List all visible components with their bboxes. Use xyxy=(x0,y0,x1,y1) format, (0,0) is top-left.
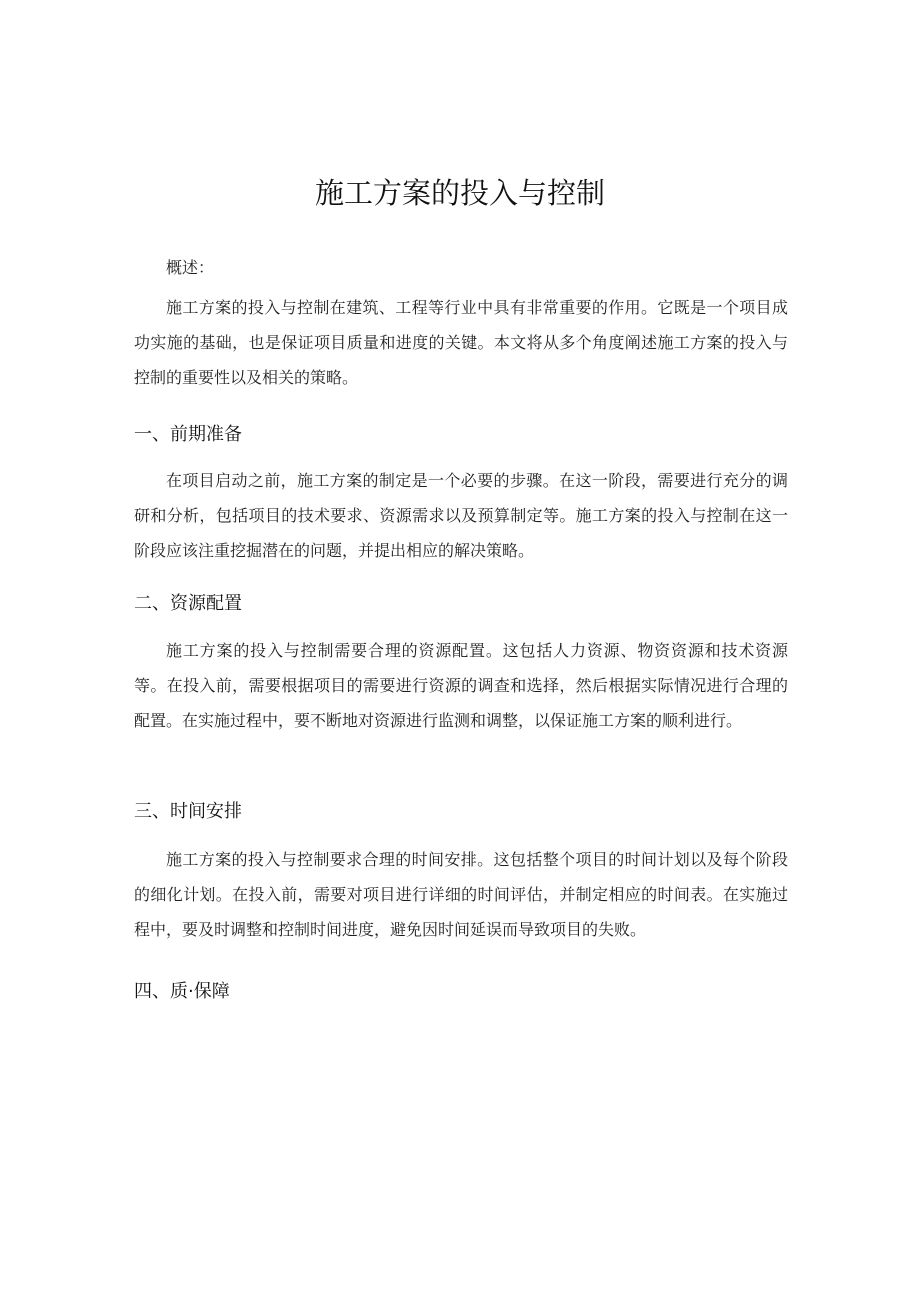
section-heading-resources: 二、资源配置 xyxy=(134,593,242,614)
section-paragraph: 施工方案的投入与控制需要合理的资源配置。这包括人力资源、物资资源和技术资源等。在投入前，需要根据项目的需要进行资源的调查和选择，然后根据实际情况进行合理的配置。在实施过程中，要不断地对资源进行监测和调整，以保证施工方案的顺利进行。 xyxy=(134,641,788,730)
section-heading-preparation: 一、前期准备 xyxy=(134,424,242,445)
section-body-schedule xyxy=(134,842,788,947)
section-heading-quality: 四、质·保障 xyxy=(134,981,230,1002)
document-title: 施工方案的投入与控制 xyxy=(314,176,605,210)
section-paragraph: 在项目启动之前，施工方案的制定是一个必要的步骤。在这一阶段，需要进行充分的调研和分析，包括项目的技术要求、资源需求以及预算制定等。施工方案的投入与控制在这一阶段应该注重挖掘潜在的问题，并提出相应的解决策略。 xyxy=(134,471,788,560)
section-paragraph: 施工方案的投入与控制要求合理的时间安排。这包括整个项目的时间计划以及每个阶段的细化计划。在投入前，需要对项目进行详细的时间评估，并制定相应的时间表。在实施过程中，要及时调整和控制时间进度，避免因时间延误而导致项目的失败。 xyxy=(134,850,788,939)
overview-paragraph: 施工方案的投入与控制在建筑、工程等行业中具有非常重要的作用。它既是一个项目成功实施的基础，也是保证项目质量和进度的关键。本文将从多个角度阐述施工方案的投入与控制的重要性以及相关的策略。 xyxy=(134,298,788,387)
overview-section xyxy=(134,250,788,285)
overview-paragraph-block xyxy=(134,290,788,395)
overview-label: 概述： xyxy=(166,258,215,277)
section-body-resources xyxy=(134,633,788,738)
section-heading-schedule: 三、时间安排 xyxy=(134,801,242,822)
section-body-preparation xyxy=(134,463,788,568)
